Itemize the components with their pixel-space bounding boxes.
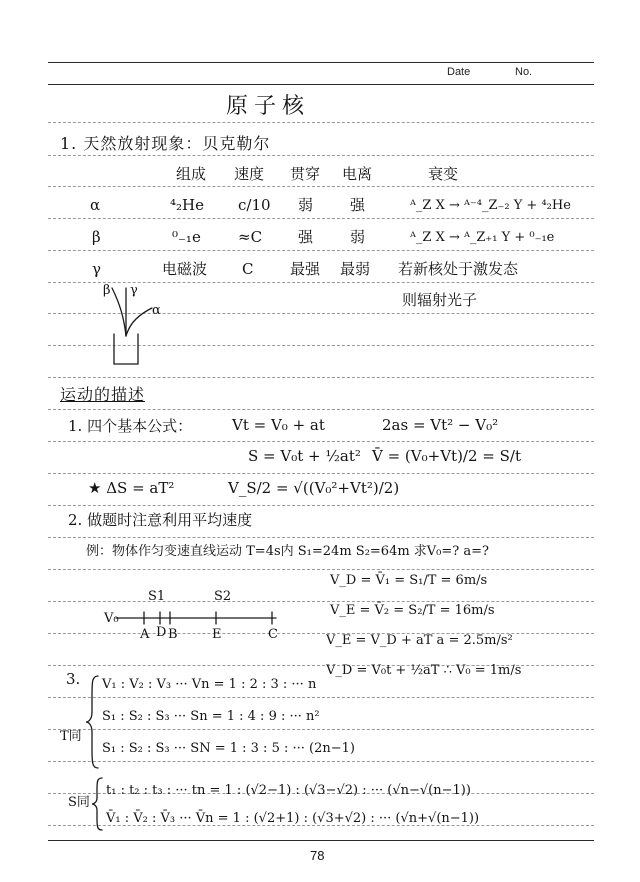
formula-2as: 2as = Vt² − V₀²	[382, 416, 499, 434]
row-gamma-ionization: 最弱	[340, 260, 371, 278]
gamma-note: 则辐射光子	[402, 291, 478, 309]
row-alpha-symbol: α	[90, 196, 101, 214]
line-point-b: B	[168, 627, 178, 642]
item2-label: 2. 做题时注意利用平均速度	[68, 511, 253, 529]
s-same-line-1: t₁ : t₂ : t₃ : ··· tn = 1 : (√2−1) : (√3−√2) : ··· (√n−√(n−1))	[106, 783, 471, 798]
row-beta-penetration: 强	[298, 228, 314, 246]
ruled-line	[48, 473, 594, 474]
row-beta-composition: ⁰₋₁e	[172, 228, 201, 246]
line-point-d: D	[156, 625, 167, 640]
ruled-line	[48, 409, 594, 410]
row-beta-ionization: 弱	[350, 228, 366, 246]
formula-vavg: V̄ = (V₀+Vt)/2 = S/t	[372, 447, 521, 465]
solution-v0: V_D = V₀t + ½aT ∴ V₀ = 1m/s	[326, 663, 522, 678]
line-label-s1: S1	[148, 589, 166, 604]
page-title: 原子核	[226, 94, 311, 119]
col-penetration: 贯穿	[290, 165, 321, 183]
row-alpha-speed: c/10	[238, 196, 271, 214]
row-gamma-speed: C	[242, 260, 254, 278]
line-point-c: C	[268, 627, 278, 642]
ruled-line	[48, 729, 594, 730]
ruled-line	[48, 122, 594, 123]
ruled-line	[48, 155, 594, 156]
line-point-a: A	[140, 627, 150, 642]
t-same-brace	[86, 672, 100, 772]
ruled-line	[48, 250, 594, 251]
ruled-line	[48, 441, 594, 442]
row-alpha-composition: ⁴₂He	[170, 196, 204, 214]
header-rule	[48, 84, 594, 85]
formula-vt: Vt = V₀ + at	[232, 416, 325, 434]
solution-ve: V_E = V̄₂ = S₂/T = 16m/s	[330, 603, 495, 618]
s-same-line-2: V̄₁ : V̄₂ : V̄₃ ··· V̄n = 1 : (√2+1) : (√3+√2) : ··· (√n+√(n−1))	[106, 811, 480, 826]
solution-a: V_E = V_D + aT a = 2.5m/s²	[326, 633, 513, 648]
formula-vs2: V_S/2 = √((V₀²+Vt²)/2)	[228, 479, 400, 497]
section2-heading: 运动的描述	[60, 385, 146, 404]
s-same-brace	[92, 776, 104, 832]
line-point-e: E	[212, 627, 222, 642]
col-decay: 衰变	[428, 165, 459, 183]
diagram-beta-label: β	[103, 283, 111, 298]
row-alpha-ionization: 强	[350, 196, 366, 214]
t-same-line-2: S₁ : S₂ : S₃ ··· Sn = 1 : 4 : 9 : ··· n²	[102, 709, 320, 724]
section3-number: 3.	[66, 670, 81, 688]
row-alpha-penetration: 弱	[298, 196, 314, 214]
row-gamma-decay: 若新核处于激发态	[398, 260, 519, 278]
line-label-s2: S2	[214, 589, 232, 604]
col-composition: 组成	[176, 165, 207, 183]
ruled-line	[48, 697, 594, 698]
t-same-label: T同	[60, 729, 82, 744]
ruled-line	[48, 218, 594, 219]
row-alpha-decay: ᴬ_Z X → ᴬ⁻⁴_Z₋₂ Y + ⁴₂He	[410, 198, 571, 213]
ruled-line	[48, 761, 594, 762]
s-same-label: S同	[68, 795, 90, 810]
ruled-line	[48, 537, 594, 538]
t-same-line-1: V₁ : V₂ : V₃ ··· Vn = 1 : 2 : 3 : ··· n	[102, 677, 317, 692]
formula-s: S = V₀t + ½at²	[248, 447, 361, 465]
bottom-rule	[48, 840, 594, 841]
t-same-line-3: S₁ : S₂ : S₃ ··· SN = 1 : 3 : 5 : ··· (2n−1)	[102, 741, 355, 756]
row-gamma-composition: 电磁波	[162, 260, 208, 278]
no-label: No.	[515, 66, 533, 78]
col-ionization: 电离	[342, 165, 373, 183]
col-speed: 速度	[234, 165, 265, 183]
top-rule	[48, 62, 594, 63]
section1-heading: 1. 天然放射现象：贝克勒尔	[60, 134, 271, 153]
formula-delta-s: ★ ΔS = aT²	[88, 479, 175, 497]
page-number: 78	[310, 848, 325, 863]
row-beta-speed: ≈C	[238, 228, 263, 246]
row-gamma-symbol: γ	[92, 260, 101, 278]
diagram-alpha-label: α	[152, 303, 161, 318]
ruled-line	[48, 186, 594, 187]
row-gamma-penetration: 最强	[290, 260, 321, 278]
ruled-line	[48, 569, 594, 570]
item1-label: 1. 四个基本公式：	[68, 417, 193, 435]
date-label: Date	[447, 66, 471, 78]
example-text: 例：物体作匀变速直线运动 T=4s内 S₁=24m S₂=64m 求V₀=? a=?	[86, 544, 490, 559]
solution-vd: V_D = V̄₁ = S₁/T = 6m/s	[330, 573, 488, 588]
line-label-v0: V₀	[104, 611, 119, 626]
ruled-line	[48, 377, 594, 378]
row-beta-decay: ᴬ_Z X → ᴬ_Z₊₁ Y + ⁰₋₁e	[410, 230, 555, 245]
ruled-line	[48, 505, 594, 506]
row-beta-symbol: β	[92, 228, 101, 246]
diagram-gamma-label: γ	[130, 283, 138, 298]
